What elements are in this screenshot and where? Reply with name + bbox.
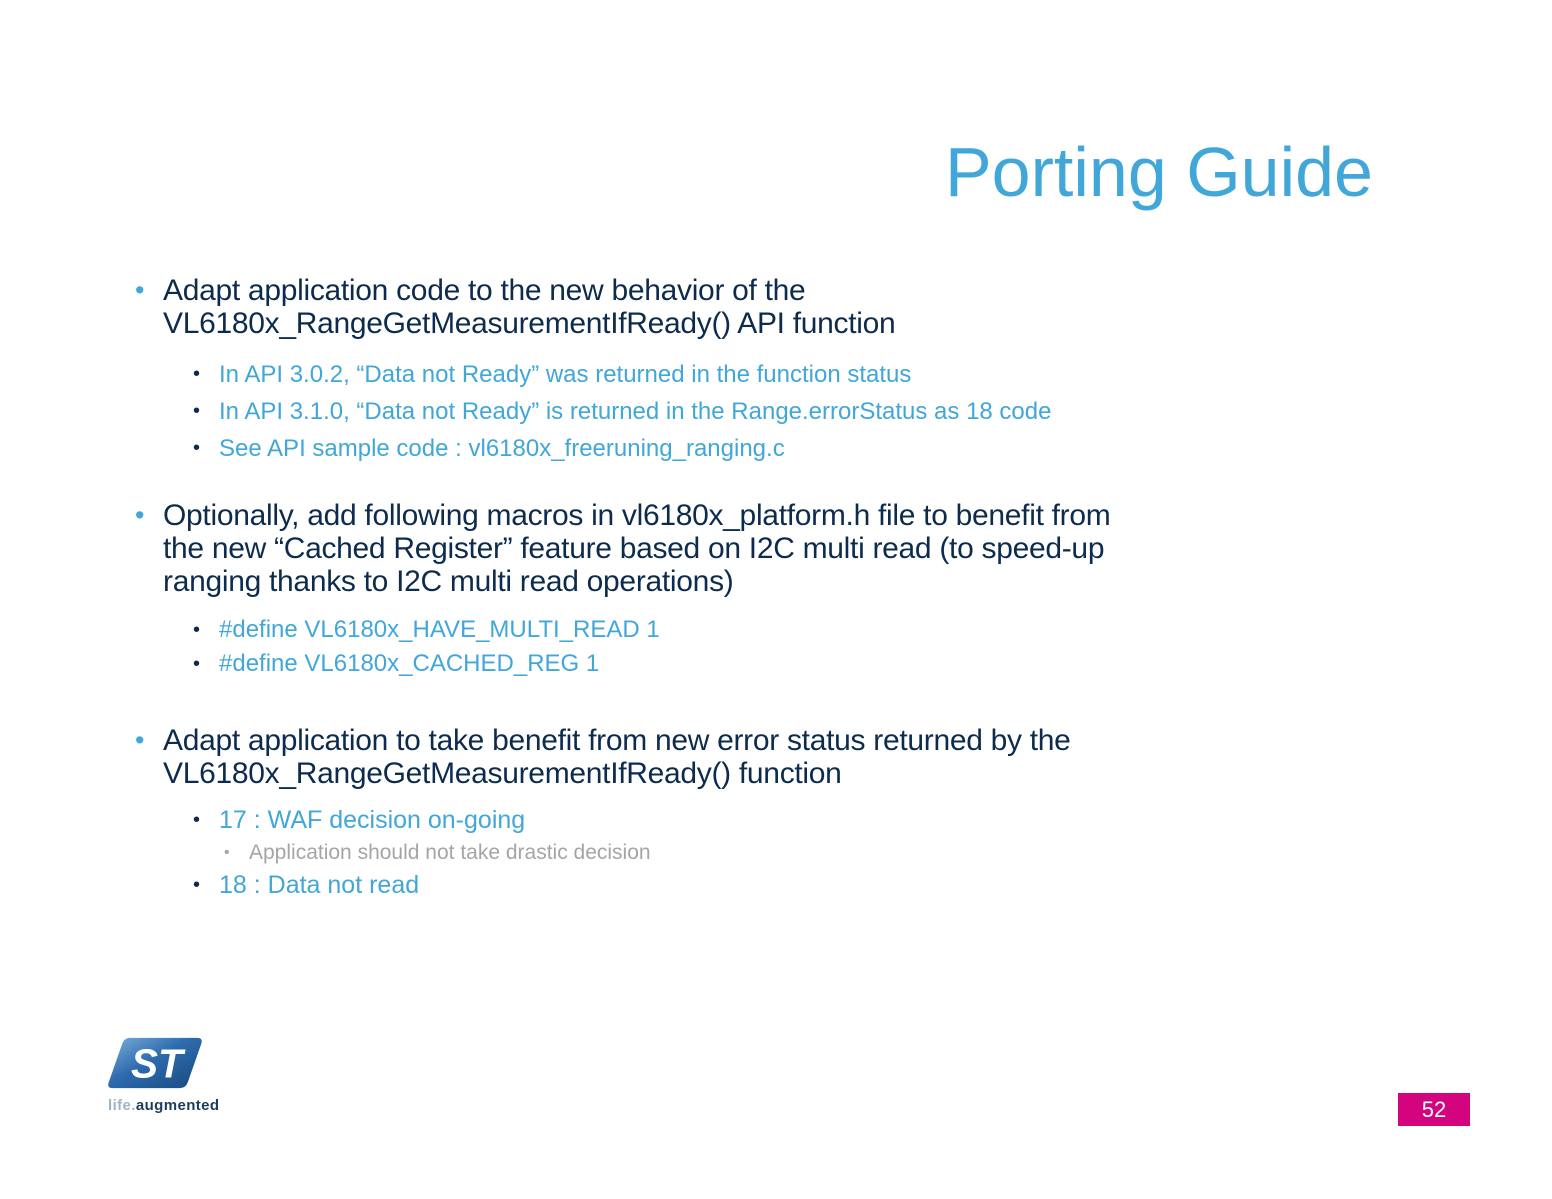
main-bullet-item <box>135 724 1071 790</box>
sub-bullet-item <box>193 803 1071 838</box>
bullet-block-adapt-api <box>135 274 1051 467</box>
logo-tagline <box>108 1097 220 1114</box>
sub-bullet-text: 17 : WAF decision on-going <box>219 806 526 834</box>
nested-note-item <box>224 838 1071 868</box>
sub-bullet-text: 18 : Data not read <box>219 871 420 899</box>
bullet-icon <box>135 724 163 757</box>
nested-note-text: Application should not take drastic decision <box>249 841 651 864</box>
main-bullet-text <box>163 499 1110 598</box>
st-logo <box>106 1036 220 1114</box>
sub-bullet-text: #define VL6180x_CACHED_REG 1 <box>219 650 600 677</box>
sub-bullet-text: In API 3.1.0, “Data not Ready” is returned in the Range.errorStatus as 18 code <box>219 398 1052 425</box>
bullet-icon <box>193 803 219 838</box>
sub-bullet-item <box>193 613 1110 647</box>
bullet-block-error-status <box>135 724 1071 903</box>
svg-text:ST: ST <box>131 1040 183 1087</box>
sub-bullet-text: #define VL6180x_HAVE_MULTI_READ 1 <box>219 616 660 643</box>
bullet-icon <box>135 499 163 532</box>
sub-bullet-item <box>193 430 1051 467</box>
bullet-icon <box>193 430 219 467</box>
bullet-icon <box>193 647 219 681</box>
page-number-badge: 52 <box>1398 1093 1470 1126</box>
text-line: Adapt application code to the new behavior of the <box>163 274 806 307</box>
text-line: the new “Cached Register” feature based on I2C multi read (to speed-up <box>163 532 1105 565</box>
sub-bullet-item <box>193 647 1110 681</box>
sub-bullet-text: See API sample code : vl6180x_freeruning_ranging.c <box>219 435 785 462</box>
main-bullet-item <box>135 499 1110 598</box>
main-bullet-item <box>135 274 1051 340</box>
sub-bullet-list <box>193 803 1071 903</box>
sub-bullet-item <box>193 868 1071 903</box>
bullet-block-macros <box>135 499 1110 681</box>
sub-bullet-item <box>193 393 1051 430</box>
main-bullet-text <box>163 724 1071 790</box>
bullet-icon <box>193 393 219 430</box>
page-title: Porting Guide <box>944 133 1373 211</box>
bullet-icon <box>193 613 219 647</box>
text-line: VL6180x_RangeGetMeasurementIfReady() API function <box>163 307 896 340</box>
bullet-icon <box>224 838 249 868</box>
bullet-icon <box>193 868 219 903</box>
bullet-icon <box>193 356 219 393</box>
sub-bullet-text: In API 3.0.2, “Data not Ready” was returned in the function status <box>219 361 912 388</box>
bullet-icon <box>135 274 163 307</box>
text-line: ranging thanks to I2C multi read operations) <box>163 565 734 598</box>
st-logo-icon <box>106 1036 204 1090</box>
text-line: VL6180x_RangeGetMeasurementIfReady() function <box>163 757 842 790</box>
sub-bullet-item <box>193 356 1051 393</box>
sub-bullet-list <box>193 613 1110 681</box>
tagline-suffix: augmented <box>135 1097 220 1114</box>
tagline-prefix: life. <box>108 1097 136 1114</box>
main-bullet-text <box>163 274 895 340</box>
sub-bullet-list <box>193 356 1051 467</box>
text-line: Optionally, add following macros in vl6180x_platform.h file to benefit from <box>163 499 1111 532</box>
text-line: Adapt application to take benefit from new error status returned by the <box>163 724 1071 757</box>
